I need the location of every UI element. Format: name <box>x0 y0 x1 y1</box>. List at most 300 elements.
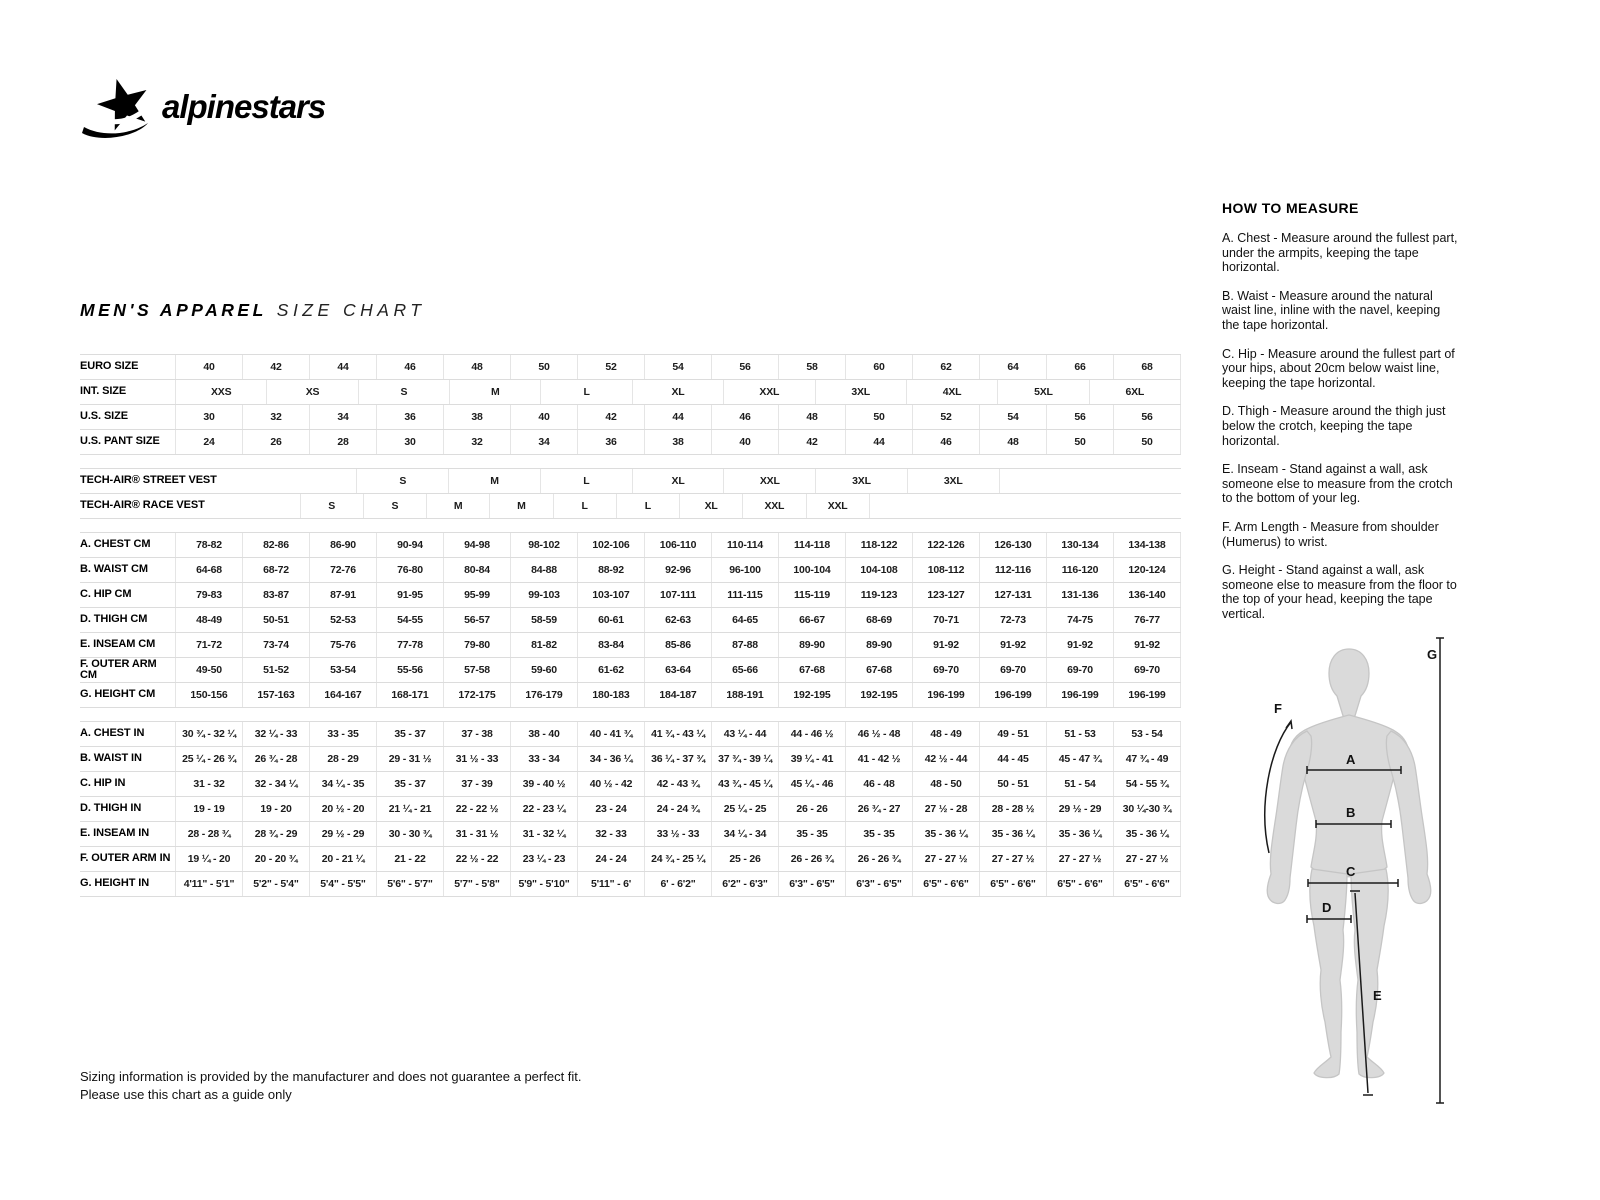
row-cells <box>175 797 1181 821</box>
table-cell: 35 - 36 ¼ <box>1113 822 1181 846</box>
table-cell: 26 ¾ - 27 <box>845 797 912 821</box>
row-cells <box>175 747 1181 771</box>
table-cell: 24 - 24 ¾ <box>644 797 711 821</box>
table-row <box>80 494 1181 519</box>
table-cell: 46 <box>376 355 443 379</box>
table-cell: 66-67 <box>778 608 845 632</box>
table-row <box>80 608 1181 633</box>
row-cells <box>175 872 1181 896</box>
table-cell: 66 <box>1046 355 1113 379</box>
table-row <box>80 469 1181 494</box>
table-cell: 27 - 27 ½ <box>912 847 979 871</box>
table-cell: 88-92 <box>577 558 644 582</box>
row-cells <box>175 608 1181 632</box>
table-cell: 35 - 35 <box>778 822 845 846</box>
table-cell: 19 - 20 <box>242 797 309 821</box>
row-label: U.S. PANT SIZE <box>80 435 160 448</box>
table-cell: 60 <box>845 355 912 379</box>
table-cell: 4'11" - 5'1" <box>175 872 242 896</box>
table-cell: 157-163 <box>242 683 309 707</box>
table-cell: 40 - 41 ¾ <box>577 722 644 746</box>
table-cell: 31 - 32 ¼ <box>510 822 577 846</box>
table-cell: 20 - 21 ¼ <box>309 847 376 871</box>
table-row <box>80 405 1181 430</box>
row-cells <box>175 558 1181 582</box>
table-group-tech-air <box>80 468 1181 519</box>
table-cell: 51 - 54 <box>1046 772 1113 796</box>
table-cell: 168-171 <box>376 683 443 707</box>
table-cell: 48 <box>443 355 510 379</box>
row-cells <box>175 658 1181 682</box>
page-title-main: MEN'S APPAREL <box>80 300 267 320</box>
table-cell: 26 <box>242 430 309 454</box>
row-cells <box>175 583 1181 607</box>
row-label: INT. SIZE <box>80 385 127 398</box>
table-cell: 100-104 <box>778 558 845 582</box>
table-cell: 37 ¾ - 39 ¼ <box>711 747 778 771</box>
table-cell: S <box>358 380 449 404</box>
height-measure-line <box>1436 638 1444 1103</box>
table-cell: 115-119 <box>778 583 845 607</box>
disclaimer-line-1: Sizing information is provided by the manufacturer and does not guarantee a perfect fit. <box>80 1069 582 1084</box>
table-cell: M <box>489 494 552 518</box>
table-cell: 26 - 26 ¾ <box>778 847 845 871</box>
table-cell: XXL <box>742 494 805 518</box>
table-cell: 64-65 <box>711 608 778 632</box>
table-row <box>80 658 1181 683</box>
table-cell: 29 ½ - 29 <box>309 822 376 846</box>
table-cell: S <box>300 494 363 518</box>
brand-logo <box>78 74 358 147</box>
table-cell: 69-70 <box>912 658 979 682</box>
table-cell: 52-53 <box>309 608 376 632</box>
table-cell: 22 - 23 ¼ <box>510 797 577 821</box>
table-cell: 31 - 31 ½ <box>443 822 510 846</box>
table-cell: 42 <box>778 430 845 454</box>
table-cell: 184-187 <box>644 683 711 707</box>
table-cell: 38 <box>443 405 510 429</box>
table-cell: 32 <box>443 430 510 454</box>
measure-instruction: F. Arm Length - Measure from shoulder (Humerus) to wrist. <box>1222 519 1439 549</box>
table-cell: 41 ¾ - 43 ¼ <box>644 722 711 746</box>
table-cell: 50 <box>1113 430 1181 454</box>
table-row <box>80 380 1181 405</box>
table-cell: 83-87 <box>242 583 309 607</box>
table-cell: 32 - 33 <box>577 822 644 846</box>
table-cell: 27 - 27 ½ <box>1113 847 1181 871</box>
table-cell: 116-120 <box>1046 558 1113 582</box>
table-cell: 192-195 <box>845 683 912 707</box>
table-cell: 90-94 <box>376 533 443 557</box>
table-cell: 46 <box>912 430 979 454</box>
table-cell: 30 <box>376 430 443 454</box>
table-cell: 69-70 <box>1046 658 1113 682</box>
table-cell: 34 <box>309 405 376 429</box>
table-cell: 22 ½ - 22 <box>443 847 510 871</box>
row-label: C. HIP IN <box>80 777 126 790</box>
row-label: D. THIGH CM <box>80 613 148 626</box>
table-cell: 77-78 <box>376 633 443 657</box>
row-cells <box>175 533 1181 557</box>
table-cell: 35 - 37 <box>376 722 443 746</box>
table-cell: 91-95 <box>376 583 443 607</box>
table-cell: 36 <box>376 405 443 429</box>
table-cell: 22 - 22 ½ <box>443 797 510 821</box>
table-cell: 53 - 54 <box>1113 722 1181 746</box>
row-label: TECH-AIR® RACE VEST <box>80 499 205 512</box>
table-cell: 20 ½ - 20 <box>309 797 376 821</box>
table-cell: 36 ¼ - 37 ¾ <box>644 747 711 771</box>
table-cell: 150-156 <box>175 683 242 707</box>
table-cell: 37 - 39 <box>443 772 510 796</box>
table-cell: 76-80 <box>376 558 443 582</box>
table-cell: 69-70 <box>979 658 1046 682</box>
figure-label-inseam: E <box>1373 988 1382 1003</box>
table-cell: 31 - 32 <box>175 772 242 796</box>
table-cell: 28 ¾ - 29 <box>242 822 309 846</box>
measure-instruction: D. Thigh - Measure around the thigh just below the crotch, keeping the tape horizontal. <box>1222 404 1446 448</box>
row-cells <box>175 355 1181 379</box>
table-cell: 164-167 <box>309 683 376 707</box>
body-measurement-figure <box>1228 616 1568 1121</box>
table-cell: 134-138 <box>1113 533 1181 557</box>
row-label: B. WAIST IN <box>80 752 142 765</box>
table-cell: 27 - 27 ½ <box>979 847 1046 871</box>
table-cell: 39 - 40 ½ <box>510 772 577 796</box>
table-cell: 25 - 26 <box>711 847 778 871</box>
table-group-inches <box>80 721 1181 897</box>
table-cell: 38 - 40 <box>510 722 577 746</box>
table-row <box>80 683 1181 708</box>
table-cell: 21 ¼ - 21 <box>376 797 443 821</box>
table-cell: 54 - 55 ¾ <box>1113 772 1181 796</box>
table-cell: 67-68 <box>845 658 912 682</box>
table-cell: 28 - 28 ½ <box>979 797 1046 821</box>
table-row <box>80 558 1181 583</box>
table-cell: 29 - 31 ½ <box>376 747 443 771</box>
table-cell: 5XL <box>997 380 1088 404</box>
table-cell: 62 <box>912 355 979 379</box>
row-label: A. CHEST IN <box>80 727 145 740</box>
table-cell: 64-68 <box>175 558 242 582</box>
table-cell: 120-124 <box>1113 558 1181 582</box>
table-cell: 41 - 42 ½ <box>845 747 912 771</box>
table-cell: 37 - 38 <box>443 722 510 746</box>
table-cell: 48 - 49 <box>912 722 979 746</box>
table-cell: 56-57 <box>443 608 510 632</box>
table-cell: 48-49 <box>175 608 242 632</box>
table-cell: 54-55 <box>376 608 443 632</box>
table-cell: 5'6" - 5'7" <box>376 872 443 896</box>
table-cell: 58 <box>778 355 845 379</box>
table-cell: 32 <box>242 405 309 429</box>
table-cell: 34 <box>510 430 577 454</box>
table-cell: 107-111 <box>644 583 711 607</box>
table-cell: 48 <box>979 430 1046 454</box>
table-cell: 122-126 <box>912 533 979 557</box>
table-cell: 6'5" - 6'6" <box>1046 872 1113 896</box>
table-row <box>80 722 1181 747</box>
row-cells <box>175 469 1181 493</box>
table-cell: 54 <box>644 355 711 379</box>
row-label: G. HEIGHT IN <box>80 877 150 890</box>
table-cell: 19 ¼ - 20 <box>175 847 242 871</box>
table-cell: 44 <box>845 430 912 454</box>
table-cell: 58-59 <box>510 608 577 632</box>
row-label: U.S. SIZE <box>80 410 128 423</box>
table-cell: 33 - 35 <box>309 722 376 746</box>
table-cell: 43 ¾ - 45 ¼ <box>711 772 778 796</box>
table-row <box>80 772 1181 797</box>
table-row <box>80 633 1181 658</box>
table-cell: 5'9" - 5'10" <box>510 872 577 896</box>
table-cell: 35 - 35 <box>845 822 912 846</box>
table-cell: L <box>553 494 616 518</box>
table-cell: 28 <box>309 430 376 454</box>
table-cell: 38 <box>644 430 711 454</box>
table-row <box>80 355 1181 380</box>
table-cell: 47 ¾ - 49 <box>1113 747 1181 771</box>
table-cell: XL <box>632 469 724 493</box>
how-to-measure-items <box>1222 231 1458 621</box>
table-cell: 3XL <box>907 469 1000 493</box>
row-label: G. HEIGHT CM <box>80 688 156 701</box>
table-cell <box>237 494 299 518</box>
table-row <box>80 822 1181 847</box>
table-cell: 112-116 <box>979 558 1046 582</box>
table-cell: 24 - 24 <box>577 847 644 871</box>
table-cell: 56 <box>711 355 778 379</box>
table-cell: 108-112 <box>912 558 979 582</box>
row-cells <box>175 405 1181 429</box>
table-cell: 39 ¼ - 41 <box>778 747 845 771</box>
table-cell: 136-140 <box>1113 583 1181 607</box>
table-cell: 102-106 <box>577 533 644 557</box>
table-cell: 74-75 <box>1046 608 1113 632</box>
table-cell: 72-73 <box>979 608 1046 632</box>
table-cell: XXS <box>175 380 266 404</box>
table-cell: 180-183 <box>577 683 644 707</box>
table-cell: 6'3" - 6'5" <box>845 872 912 896</box>
table-row <box>80 797 1181 822</box>
table-cell <box>870 494 932 518</box>
table-cell: 40 ½ - 42 <box>577 772 644 796</box>
table-cell <box>1000 469 1091 493</box>
measure-instruction: G. Height - Stand against a wall, ask someone else to measure from the floor to the top of your head, keeping the tape vertical. <box>1222 563 1457 621</box>
table-cell: S <box>356 469 448 493</box>
table-cell: 34 - 36 ¼ <box>577 747 644 771</box>
table-cell: 50 <box>845 405 912 429</box>
table-cell: 32 ¼ - 33 <box>242 722 309 746</box>
figure-label-chest: A <box>1346 752 1356 767</box>
table-cell: 123-127 <box>912 583 979 607</box>
table-cell: 111-115 <box>711 583 778 607</box>
table-cell: 35 - 36 ¼ <box>912 822 979 846</box>
row-label: C. HIP CM <box>80 588 132 601</box>
table-cell <box>1119 494 1181 518</box>
table-row <box>80 872 1181 897</box>
table-cell: 68-72 <box>242 558 309 582</box>
table-cell: 127-131 <box>979 583 1046 607</box>
table-cell: 85-86 <box>644 633 711 657</box>
row-label: D. THIGH IN <box>80 802 142 815</box>
table-cell: 172-175 <box>443 683 510 707</box>
row-label: EURO SIZE <box>80 360 139 373</box>
table-cell: 87-91 <box>309 583 376 607</box>
measure-instruction: E. Inseam - Stand against a wall, ask someone else to measure from the crotch to the bottom of your leg. <box>1222 462 1453 506</box>
table-cell: 5'2" - 5'4" <box>242 872 309 896</box>
table-cell: 46 <box>711 405 778 429</box>
table-cell: 86-90 <box>309 533 376 557</box>
table-cell: 3XL <box>815 380 906 404</box>
table-cell: 6'5" - 6'6" <box>1113 872 1181 896</box>
table-cell: 32 - 34 ¼ <box>242 772 309 796</box>
table-cell: 52 <box>912 405 979 429</box>
page-title-sub: SIZE CHART <box>276 300 426 320</box>
table-row <box>80 430 1181 455</box>
table-cell: 73-74 <box>242 633 309 657</box>
table-cell: 98-102 <box>510 533 577 557</box>
table-cell: 69-70 <box>1113 658 1181 682</box>
body-figure-graphic <box>1228 616 1568 1116</box>
logo-wordmark: alpinestars <box>162 88 326 125</box>
table-group-sizes <box>80 354 1181 455</box>
how-to-measure <box>1222 200 1458 635</box>
table-cell: 126-130 <box>979 533 1046 557</box>
table-cell: 188-191 <box>711 683 778 707</box>
row-cells <box>175 772 1181 796</box>
table-cell: 27 - 27 ½ <box>1046 847 1113 871</box>
table-cell: 35 - 37 <box>376 772 443 796</box>
table-cell: 27 ½ - 28 <box>912 797 979 821</box>
table-cell: 30 - 30 ¾ <box>376 822 443 846</box>
figure-label-thigh: D <box>1322 900 1332 915</box>
table-cell: 48 - 50 <box>912 772 979 796</box>
table-cell: 46 - 48 <box>845 772 912 796</box>
table-cell: 57-58 <box>443 658 510 682</box>
table-cell: 95-99 <box>443 583 510 607</box>
table-cell: L <box>540 469 632 493</box>
table-cell: 131-136 <box>1046 583 1113 607</box>
table-cell: 3XL <box>815 469 907 493</box>
table-cell: 81-82 <box>510 633 577 657</box>
table-cell: 59-60 <box>510 658 577 682</box>
table-cell: 130-134 <box>1046 533 1113 557</box>
table-cell: 119-123 <box>845 583 912 607</box>
table-cell: 33 - 34 <box>510 747 577 771</box>
table-cell: 103-107 <box>577 583 644 607</box>
table-cell: 91-92 <box>1113 633 1181 657</box>
table-cell: 176-179 <box>510 683 577 707</box>
measure-instruction: C. Hip - Measure around the fullest part of your hips, about 20cm below waist line, keeping the tape horizontal. <box>1222 346 1455 390</box>
table-row <box>80 747 1181 772</box>
table-row <box>80 533 1181 558</box>
table-cell: XS <box>266 380 357 404</box>
table-cell: 196-199 <box>1046 683 1113 707</box>
table-cell: 60-61 <box>577 608 644 632</box>
table-cell: XL <box>679 494 742 518</box>
table-cell: 24 ¾ - 25 ¼ <box>644 847 711 871</box>
table-cell: 44 - 46 ½ <box>778 722 845 746</box>
table-cell: 50-51 <box>242 608 309 632</box>
table-cell: M <box>426 494 489 518</box>
row-cells <box>175 847 1181 871</box>
figure-label-height: G <box>1427 647 1438 662</box>
table-cell: 94-98 <box>443 533 510 557</box>
table-cell: 44 <box>644 405 711 429</box>
table-cell: 42 <box>577 405 644 429</box>
table-cell: 96-100 <box>711 558 778 582</box>
table-cell: 28 - 28 ¾ <box>175 822 242 846</box>
table-cell: 36 <box>577 430 644 454</box>
table-cell: 35 - 36 ¼ <box>1046 822 1113 846</box>
table-cell: 46 ½ - 48 <box>845 722 912 746</box>
table-cell: 99-103 <box>510 583 577 607</box>
table-cell: 68 <box>1113 355 1181 379</box>
row-label: F. OUTER ARM CM <box>80 657 157 681</box>
table-cell: 44 <box>309 355 376 379</box>
table-cell: 64 <box>979 355 1046 379</box>
table-cell: 53-54 <box>309 658 376 682</box>
size-table <box>80 354 1181 910</box>
figure-label-waist: B <box>1346 805 1356 820</box>
table-cell: 87-88 <box>711 633 778 657</box>
table-cell: 40 <box>175 355 242 379</box>
table-cell: 33 ½ - 33 <box>644 822 711 846</box>
table-cell: 55-56 <box>376 658 443 682</box>
table-cell: 6'5" - 6'6" <box>979 872 1046 896</box>
table-cell: 23 ¼ - 23 <box>510 847 577 871</box>
table-cell: 89-90 <box>778 633 845 657</box>
row-label: E. INSEAM IN <box>80 827 150 840</box>
table-cell: 5'7" - 5'8" <box>443 872 510 896</box>
table-cell: 6' - 6'2" <box>644 872 711 896</box>
table-cell: 114-118 <box>778 533 845 557</box>
table-cell: 89-90 <box>845 633 912 657</box>
table-cell: 51-52 <box>242 658 309 682</box>
table-cell <box>932 494 994 518</box>
row-cells <box>175 430 1181 454</box>
table-cell: 56 <box>1113 405 1181 429</box>
table-cell: 50 <box>1046 430 1113 454</box>
figure-label-hip: C <box>1346 864 1356 879</box>
table-cell: 44 - 45 <box>979 747 1046 771</box>
table-cell: 42 - 43 ¾ <box>644 772 711 796</box>
row-label: TECH-AIR® STREET VEST <box>80 474 217 487</box>
table-cell: 192-195 <box>778 683 845 707</box>
alpinestars-star-icon <box>82 74 155 138</box>
table-group-cm <box>80 532 1181 708</box>
table-cell: 35 - 36 ¼ <box>979 822 1046 846</box>
table-cell: XXL <box>806 494 870 518</box>
table-cell: 31 ½ - 33 <box>443 747 510 771</box>
table-cell: 67-68 <box>778 658 845 682</box>
table-cell: XXL <box>723 380 814 404</box>
table-cell: 65-66 <box>711 658 778 682</box>
table-cell: 76-77 <box>1113 608 1181 632</box>
row-cells <box>175 494 1181 518</box>
table-cell: 26 - 26 ¾ <box>845 847 912 871</box>
table-cell: 75-76 <box>309 633 376 657</box>
table-cell: 91-92 <box>979 633 1046 657</box>
table-cell: 40 <box>711 430 778 454</box>
table-cell: 6XL <box>1089 380 1181 404</box>
table-cell: 25 ¼ - 25 <box>711 797 778 821</box>
table-cell: 42 ½ - 44 <box>912 747 979 771</box>
table-cell: 26 ¾ - 28 <box>242 747 309 771</box>
table-cell: 45 ¼ - 46 <box>778 772 845 796</box>
table-cell <box>994 494 1056 518</box>
